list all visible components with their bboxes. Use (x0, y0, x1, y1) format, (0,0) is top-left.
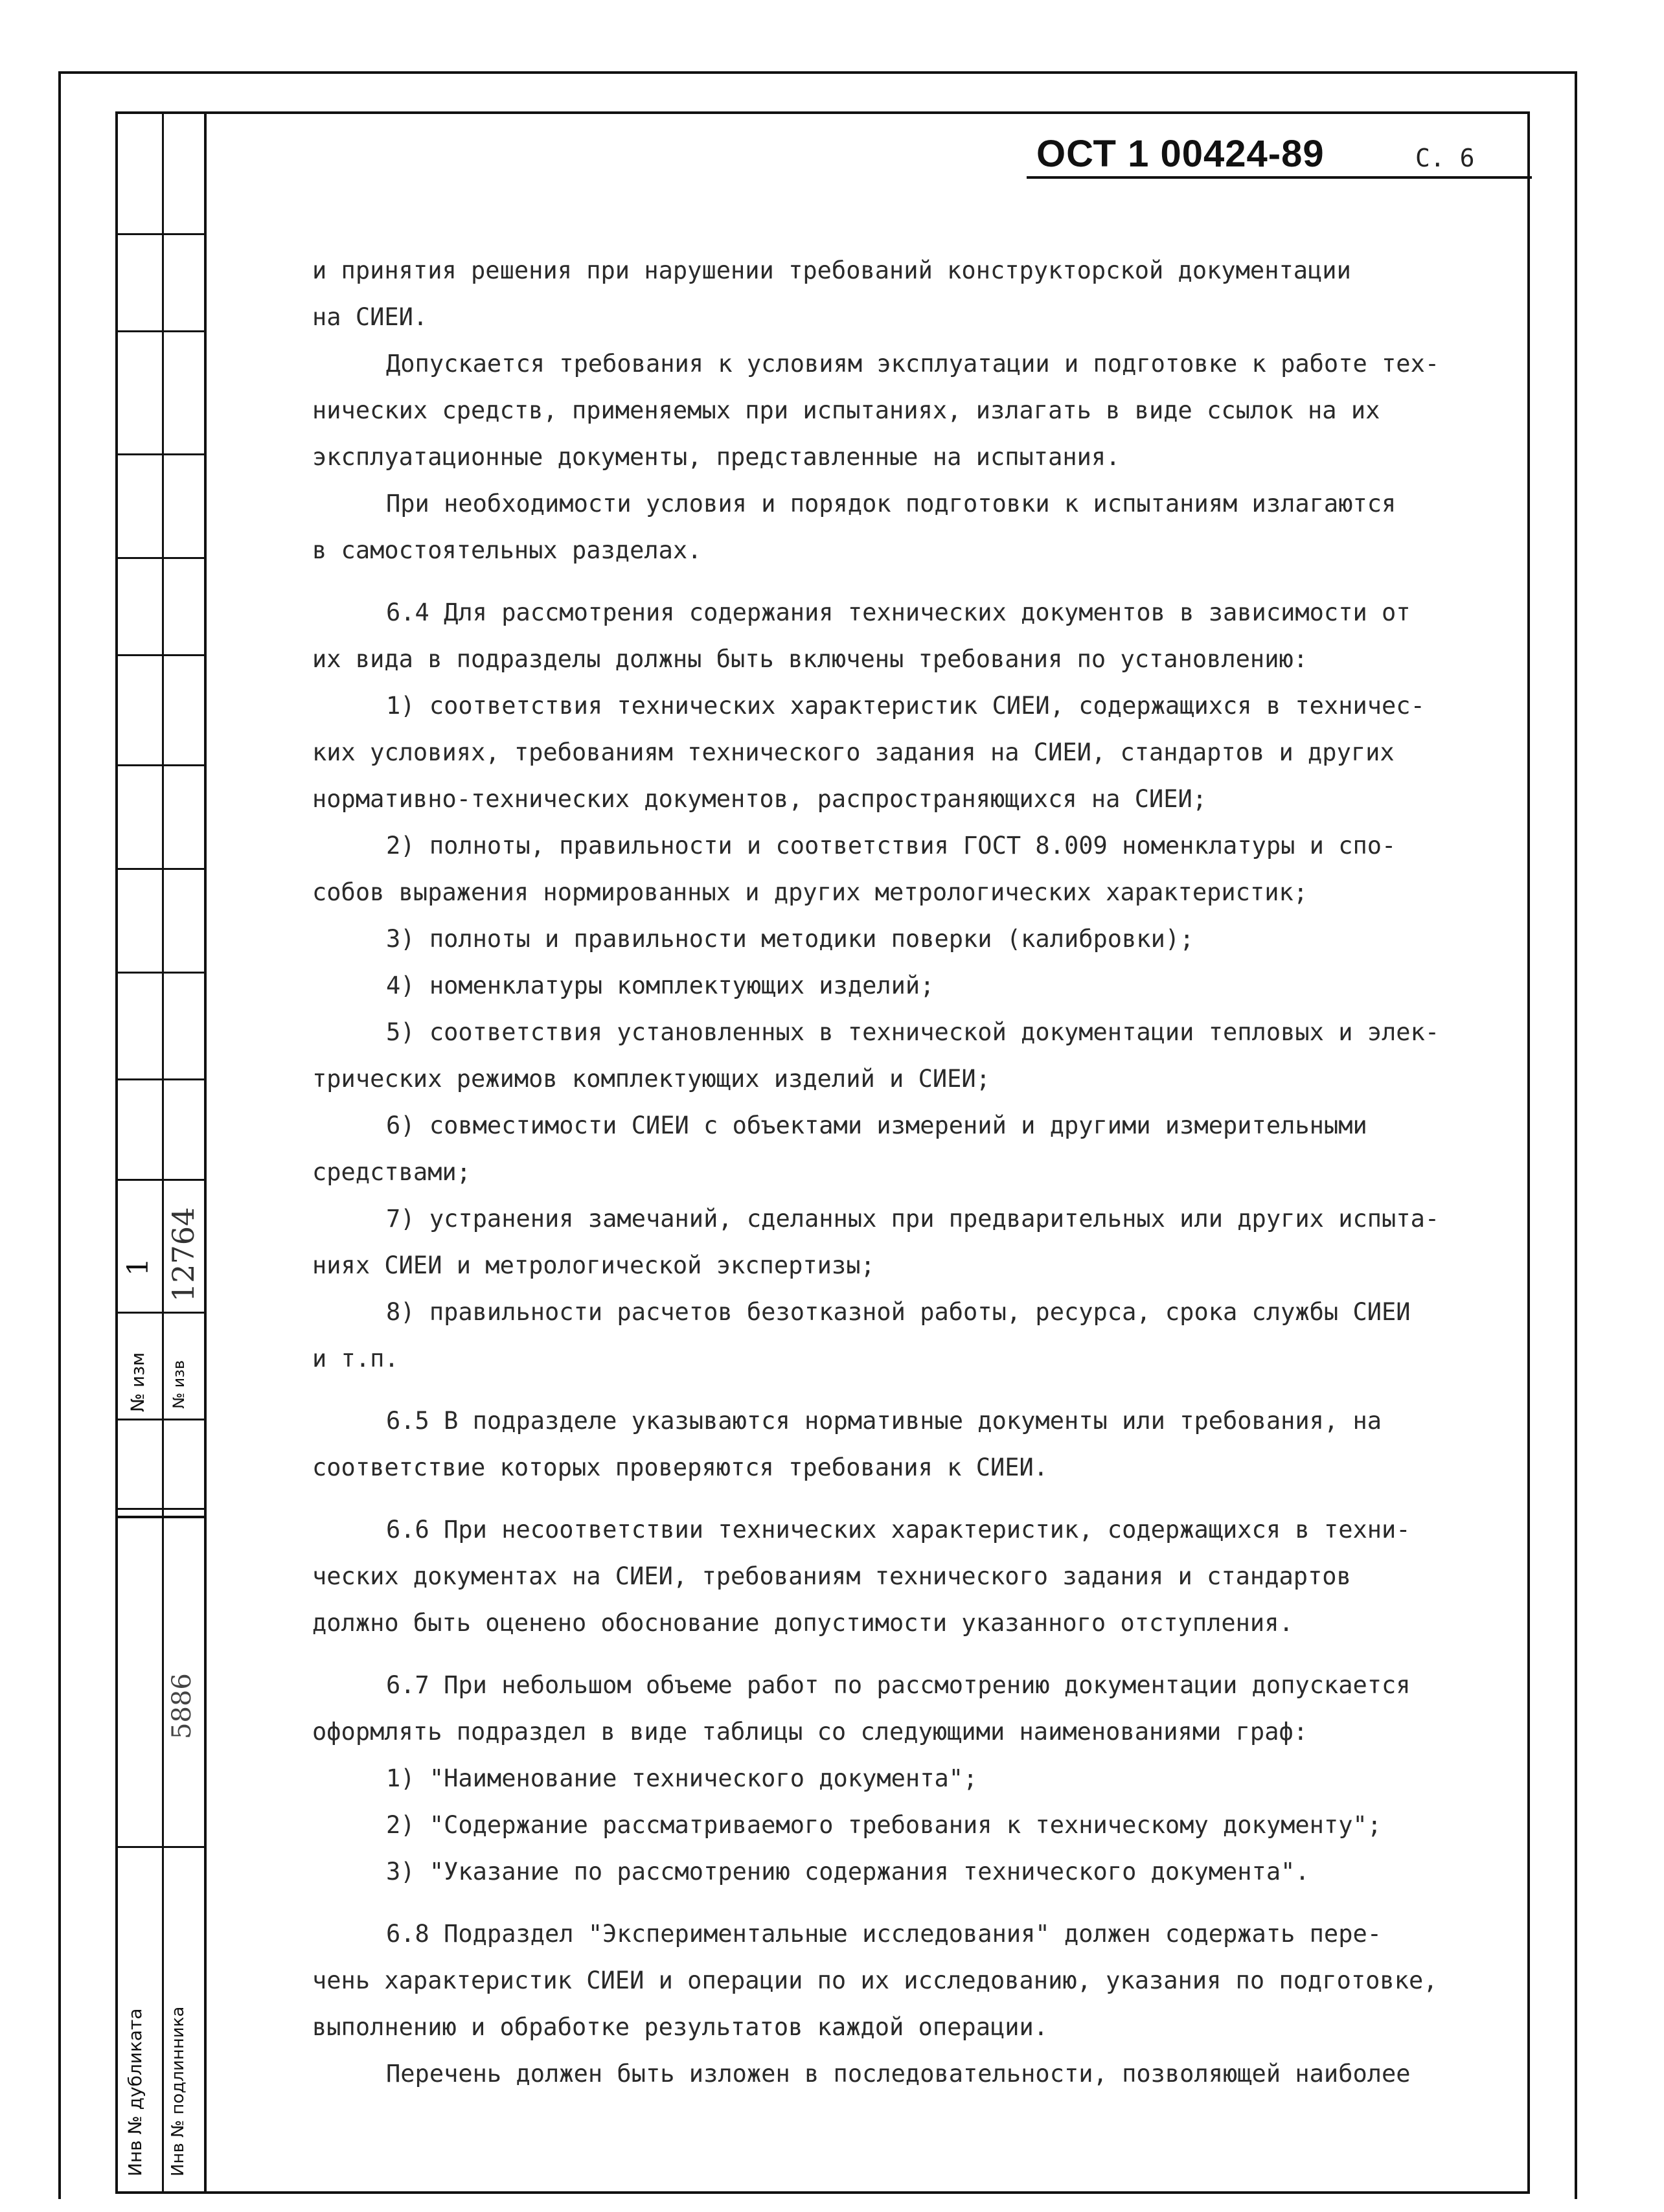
stamp-separator (115, 868, 206, 870)
stamp-separator (115, 1508, 206, 1510)
stamp-divider (162, 111, 164, 2194)
notice-number-label: № изв (170, 1360, 188, 1409)
text-line: 6) совместимости СИЕИ с объектами измерений и другими измерительными (386, 1112, 1367, 1139)
text-line: их вида в подразделы должны быть включены требования по установлению: (312, 645, 1308, 673)
original-inv-value: 5886 (167, 1673, 197, 1739)
text-line: 6.7 При небольшом объеме работ по рассмотрению документации допускается (386, 1671, 1411, 1699)
text-line: ких условиях, требованиям технического задания на СИЕИ, стандартов и других (312, 738, 1395, 766)
text-line: 6.8 Подраздел "Экспериментальные исследования" должен содержать пере- (386, 1920, 1382, 1948)
text-line: 3) полноты и правильности методики поверки (калибровки); (386, 925, 1194, 953)
text-line: 3) "Указание по рассмотрению содержания технического документа". (386, 1858, 1310, 1886)
text-line: 1) "Наименование технического документа"; (386, 1764, 978, 1792)
page-number: С. 6 (1415, 144, 1475, 172)
frame-bottom-inner (115, 2191, 1529, 2194)
text-line: 8) правильности расчетов безотказной работы, ресурса, срока службы СИЕИ (386, 1298, 1411, 1326)
text-line: 6.6 При несоответствии технических характеристик, содержащихся в техни- (386, 1516, 1411, 1544)
text-line: и т.п. (312, 1345, 399, 1373)
text-line: 2) полноты, правильности и соответствия ГОСТ 8.009 номенклатуры и спо- (386, 832, 1396, 860)
text-line: 2) "Содержание рассматриваемого требования к техническому документу"; (386, 1811, 1382, 1839)
stamp-separator (115, 654, 206, 656)
text-line: средствами; (312, 1158, 472, 1186)
change-number-label: № изм (127, 1352, 148, 1412)
text-line: нических средств, применяемых при испытаниях, излагать в виде ссылок на их (312, 396, 1380, 424)
text-line: оформлять подраздел в виде таблицы со следующими наименованиями граф: (312, 1718, 1308, 1746)
stamp-separator (115, 1419, 206, 1420)
stamp-separator (115, 557, 206, 559)
frame-right-inner (1527, 111, 1530, 2194)
duplicate-inv-label: Инв № дубликата (124, 2008, 146, 2176)
text-line: 6.5 В подразделе указываются нормативные документы или требования, на (386, 1407, 1382, 1435)
frame-left-outer (58, 71, 61, 2199)
stamp-separator (115, 1078, 206, 1080)
stamp-separator (115, 1312, 206, 1314)
text-line: нормативно-технических документов, распространяющихся на СИЕИ; (312, 785, 1207, 813)
text-line: на СИЕИ. (312, 303, 428, 331)
text-line: Допускается требования к условиям эксплуатации и подготовке к работе тех- (386, 350, 1440, 378)
text-line: При необходимости условия и порядок подготовки к испытаниям излагаются (386, 490, 1396, 518)
text-line: 5) соответствия установленных в технической документации тепловых и элек- (386, 1018, 1440, 1046)
frame-top-inner (115, 111, 1529, 114)
text-line: соответствие которых проверяются требования к СИЕИ. (312, 1454, 1049, 1481)
original-inv-label: Инв № подлинника (168, 2006, 188, 2176)
text-line: должно быть оценено обоснование допустимости указанного отступления. (312, 1609, 1294, 1637)
stamp-separator (115, 972, 206, 974)
text-line: чень характеристик СИЕИ и операции по их исследованию, указания по подготовке, (312, 1967, 1438, 1994)
stamp-separator (115, 330, 206, 332)
stamp-separator (115, 453, 206, 455)
text-line: Перечень должен быть изложен в последовательности, позволяющей наиболее (386, 2060, 1411, 2088)
text-line: 1) соответствия технических характеристик СИЕИ, содержащихся в техничес- (386, 692, 1425, 720)
frame-right-outer (1575, 71, 1577, 2199)
notice-number-value: 12764 (166, 1207, 201, 1302)
stamp-separator (115, 1179, 206, 1181)
document-code-underline (1027, 176, 1532, 179)
text-line: 6.4 Для рассмотрения содержания технических документов в зависимости от (386, 599, 1411, 626)
text-line: в самостоятельных разделах. (312, 536, 702, 564)
text-line: эксплуатационные документы, представленные на испытания. (312, 443, 1121, 471)
text-line: выполнению и обработке результатов каждой операции. (312, 2013, 1049, 2041)
frame-top-outer (58, 71, 1577, 74)
stamp-left-border (115, 111, 118, 2194)
frame-left-inner (204, 111, 207, 2194)
text-line: ниях СИЕИ и метрологической экспертизы; (312, 1251, 875, 1279)
text-line: 7) устранения замечаний, сделанных при предварительных или других испыта- (386, 1205, 1440, 1233)
stamp-separator (115, 1846, 206, 1848)
stamp-separator (115, 764, 206, 766)
text-line: ческих документах на СИЕИ, требованиям технического задания и стандартов (312, 1562, 1351, 1590)
document-code: ОСТ 1 00424-89 (1036, 133, 1325, 175)
text-line: 4) номенклатуры комплектующих изделий; (386, 972, 935, 999)
stamp-separator-thick (115, 1516, 206, 1518)
change-number-value: 1 (122, 1258, 155, 1276)
text-line: собов выражения нормированных и других метрологических характеристик; (312, 878, 1308, 906)
text-line: трических режимов комплектующих изделий и СИЕИ; (312, 1065, 990, 1093)
text-line: и принятия решения при нарушении требований конструкторской документации (312, 257, 1351, 284)
stamp-separator (115, 233, 206, 235)
